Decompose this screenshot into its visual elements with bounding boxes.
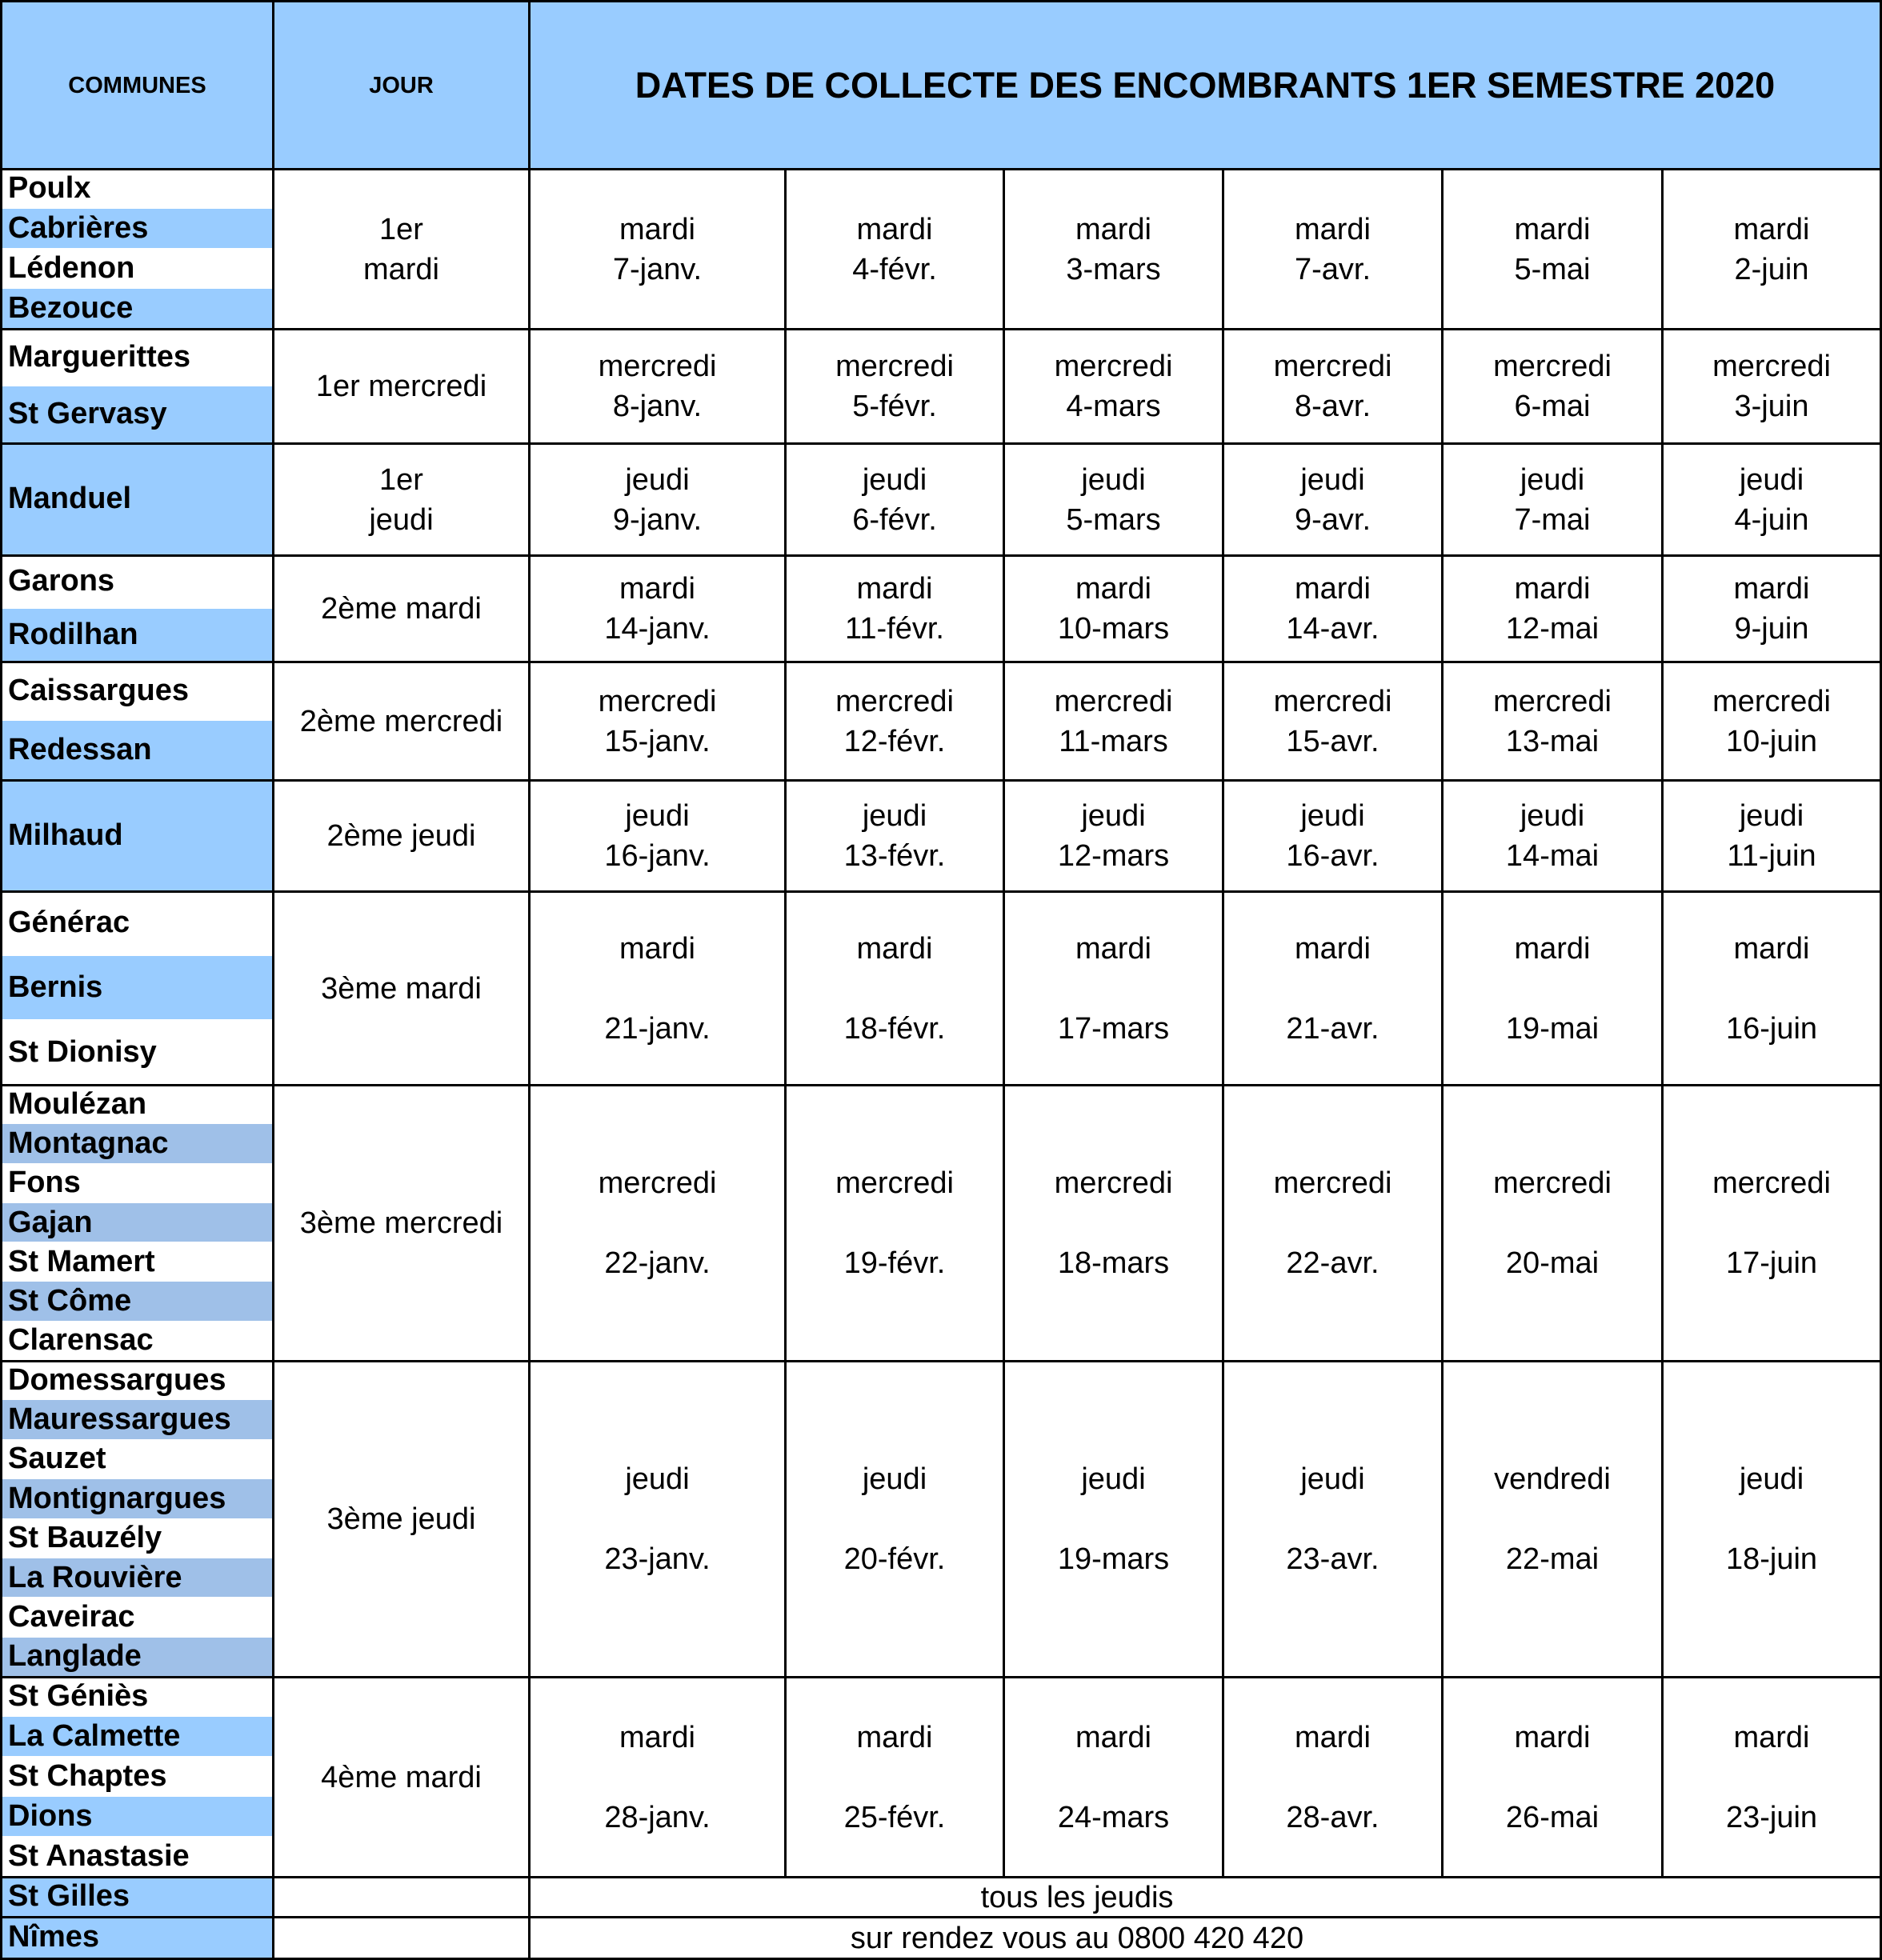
date-weekday: mercredi <box>598 1166 717 1200</box>
date-day: 16-avr. <box>1286 839 1379 873</box>
date-weekday: jeudi <box>1081 1462 1146 1496</box>
date-day: 8-avr. <box>1294 390 1371 423</box>
date-cell <box>1444 782 1661 890</box>
date-cell <box>1664 893 1880 1084</box>
date-weekday: mardi <box>1294 572 1371 606</box>
commune-name: Clarensac <box>8 1323 154 1358</box>
commune-name: Marguerittes <box>8 339 191 374</box>
date-day: 3-mars <box>1066 252 1161 286</box>
date-weekday: mardi <box>1514 931 1591 966</box>
jour-cell <box>274 170 528 328</box>
date-weekday: mardi <box>1294 1720 1371 1754</box>
date-day: 14-mai <box>1505 839 1600 873</box>
date-weekday: jeudi <box>1739 462 1804 497</box>
date-cell <box>787 1678 1003 1876</box>
date-cell <box>1664 1678 1880 1876</box>
date-day: 22-avr. <box>1286 1246 1379 1280</box>
date-day: 18-juin <box>1725 1542 1818 1576</box>
date-weekday: mardi <box>1294 212 1371 246</box>
date-weekday: vendredi <box>1494 1462 1611 1496</box>
date-weekday: mardi <box>619 572 696 606</box>
date-weekday: mardi <box>1733 572 1810 606</box>
date-day: 5-mai <box>1514 252 1591 286</box>
date-weekday: mardi <box>1075 572 1152 606</box>
date-cell <box>1444 1678 1661 1876</box>
date-weekday: mardi <box>1514 212 1591 246</box>
date-cell <box>1224 1362 1441 1676</box>
date-day: 22-janv. <box>604 1246 711 1280</box>
date-day: 5-févr. <box>852 390 937 423</box>
date-cell <box>1005 782 1222 890</box>
date-weekday: mardi <box>619 212 696 246</box>
commune-name: Mauressargues <box>8 1402 231 1437</box>
date-day: 20-mai <box>1505 1246 1600 1280</box>
date-cell <box>1664 557 1880 661</box>
date-cell <box>531 170 784 328</box>
date-cell <box>1005 445 1222 554</box>
date-cell <box>1444 170 1661 328</box>
date-day: 18-mars <box>1057 1246 1170 1280</box>
date-weekday: mercredi <box>1712 350 1831 383</box>
date-day: 6-mai <box>1514 390 1591 423</box>
jour-cell <box>274 330 528 442</box>
date-cell <box>531 557 784 661</box>
date-weekday: mercredi <box>1712 1166 1831 1200</box>
commune-name: Garons <box>8 564 115 598</box>
date-weekday: mardi <box>619 931 696 966</box>
date-cell <box>1005 1086 1222 1360</box>
jour-cell <box>274 1362 528 1676</box>
date-cell <box>531 1678 784 1876</box>
date-day: 15-avr. <box>1286 724 1379 758</box>
date-cell <box>1224 445 1441 554</box>
date-day: 7-mai <box>1514 502 1591 537</box>
jour-text: 4ème mardi <box>321 1760 482 1794</box>
date-day: 5-mars <box>1066 502 1161 537</box>
date-day: 17-juin <box>1725 1246 1818 1280</box>
jour-text: 2ème mardi <box>321 592 482 626</box>
date-cell <box>1005 170 1222 328</box>
date-day: 9-avr. <box>1294 502 1371 537</box>
commune-name: St Chaptes <box>8 1759 167 1793</box>
date-cell <box>1005 330 1222 442</box>
date-day: 20-févr. <box>843 1542 946 1576</box>
grid-v-line <box>0 0 2 1960</box>
date-weekday: mardi <box>1733 931 1810 966</box>
date-cell <box>531 782 784 890</box>
commune-name: Montignargues <box>8 1481 226 1515</box>
date-day: 19-mars <box>1057 1542 1170 1576</box>
date-weekday: mercredi <box>1054 684 1173 718</box>
date-weekday: jeudi <box>1081 462 1146 497</box>
commune-name: Nîmes <box>8 1920 100 1954</box>
commune-name: Générac <box>8 906 130 940</box>
date-day: 28-avr. <box>1286 1800 1379 1834</box>
commune-name: Montagnac <box>8 1126 169 1160</box>
date-weekday: jeudi <box>1300 1462 1365 1496</box>
jour-text: 3ème jeudi <box>326 1502 476 1536</box>
date-day: 13-mai <box>1505 724 1600 758</box>
date-cell <box>1224 330 1441 442</box>
commune-name: St Gilles <box>8 1879 130 1913</box>
date-cell <box>1444 663 1661 779</box>
jour-cell <box>274 557 528 661</box>
date-weekday: mardi <box>856 1720 933 1754</box>
date-day: 10-juin <box>1725 724 1818 758</box>
date-weekday: mercredi <box>598 350 717 383</box>
date-weekday: mercredi <box>1273 684 1392 718</box>
date-day: 4-mars <box>1066 390 1161 423</box>
jour-text: 1er <box>379 212 423 246</box>
date-cell <box>531 1086 784 1360</box>
date-day: 11-mars <box>1059 724 1168 758</box>
date-weekday: mercredi <box>835 684 954 718</box>
date-day: 22-mai <box>1505 1542 1600 1576</box>
date-day: 23-janv. <box>604 1542 711 1576</box>
commune-name: St Côme <box>8 1284 132 1318</box>
date-day: 16-juin <box>1725 1011 1818 1046</box>
footer-text: sur rendez vous au 0800 420 420 <box>850 1921 1304 1955</box>
date-cell <box>1444 893 1661 1084</box>
date-weekday: mercredi <box>835 350 954 383</box>
date-weekday: jeudi <box>1300 462 1365 497</box>
date-cell <box>1664 330 1880 442</box>
date-weekday: mardi <box>1075 931 1152 966</box>
date-day: 9-janv. <box>612 502 703 537</box>
date-weekday: mercredi <box>1054 1166 1173 1200</box>
date-weekday: mercredi <box>1712 684 1831 718</box>
date-weekday: mercredi <box>1493 1166 1612 1200</box>
date-cell <box>1664 170 1880 328</box>
commune-name: Cabrières <box>8 211 149 245</box>
date-weekday: jeudi <box>1300 799 1365 833</box>
date-day: 26-mai <box>1505 1800 1600 1834</box>
date-day: 24-mars <box>1057 1800 1170 1834</box>
date-cell <box>1664 1086 1880 1360</box>
date-day: 21-janv. <box>604 1011 711 1046</box>
footer-text: tous les jeudis <box>980 1880 1174 1914</box>
commune-name: Lédenon <box>8 251 135 285</box>
commune-name: Bezouce <box>8 291 134 325</box>
commune-name: Caveirac <box>8 1599 135 1634</box>
date-weekday: mercredi <box>1054 350 1173 383</box>
date-cell <box>531 330 784 442</box>
date-cell <box>1005 663 1222 779</box>
date-cell <box>787 445 1003 554</box>
date-day: 9-juin <box>1734 612 1809 646</box>
jour-text: 3ème mercredi <box>299 1206 503 1240</box>
date-cell <box>787 663 1003 779</box>
date-day: 11-juin <box>1727 839 1816 873</box>
date-day: 8-janv. <box>612 390 703 423</box>
date-cell <box>1664 445 1880 554</box>
date-cell <box>787 170 1003 328</box>
date-weekday: mardi <box>1294 931 1371 966</box>
date-weekday: jeudi <box>1520 799 1585 833</box>
date-cell <box>787 893 1003 1084</box>
date-cell <box>787 1362 1003 1676</box>
date-cell <box>1444 445 1661 554</box>
commune-name: Rodilhan <box>8 617 138 651</box>
date-weekday: jeudi <box>1520 462 1585 497</box>
date-cell <box>1224 557 1441 661</box>
date-weekday: mardi <box>1075 1720 1152 1754</box>
date-day: 13-févr. <box>843 839 946 873</box>
date-weekday: jeudi <box>625 462 690 497</box>
date-day: 2-juin <box>1734 252 1809 286</box>
date-weekday: jeudi <box>862 462 927 497</box>
date-weekday: mercredi <box>1493 684 1612 718</box>
date-weekday: mardi <box>856 572 933 606</box>
date-weekday: mercredi <box>1273 1166 1392 1200</box>
date-weekday: mercredi <box>598 684 717 718</box>
commune-name: St Géniès <box>8 1679 149 1713</box>
date-weekday: mardi <box>1514 572 1591 606</box>
commune-name: Dions <box>8 1799 93 1833</box>
header-communes: COMMUNES <box>68 72 206 98</box>
footer-text-cell <box>274 1918 1880 1958</box>
date-cell <box>1224 893 1441 1084</box>
jour-text: 1er <box>379 462 423 497</box>
date-cell <box>1224 1086 1441 1360</box>
header-jour: JOUR <box>369 72 434 98</box>
date-day: 11-févr. <box>845 612 944 646</box>
date-cell <box>1224 170 1441 328</box>
date-day: 12-mai <box>1505 612 1600 646</box>
jour-text: 2ème mercredi <box>299 704 503 738</box>
date-cell <box>531 1362 784 1676</box>
jour-text: 3ème mardi <box>321 971 482 1006</box>
date-weekday: jeudi <box>625 799 690 833</box>
date-day: 15-janv. <box>604 724 711 758</box>
jour-text: 2ème jeudi <box>326 819 476 853</box>
date-cell <box>531 445 784 554</box>
date-day: 10-mars <box>1057 612 1170 646</box>
date-cell <box>1444 557 1661 661</box>
commune-name: Domessargues <box>8 1362 226 1397</box>
date-day: 4-juin <box>1734 502 1809 537</box>
jour-text: mardi <box>362 252 440 286</box>
commune-name: Manduel <box>8 482 132 515</box>
date-day: 7-avr. <box>1294 252 1371 286</box>
date-day: 18-févr. <box>843 1011 946 1046</box>
date-day: 21-avr. <box>1286 1011 1379 1046</box>
date-day: 4-févr. <box>852 252 937 286</box>
date-cell <box>787 557 1003 661</box>
date-cell <box>787 1086 1003 1360</box>
date-day: 12-févr. <box>843 724 946 758</box>
date-day: 3-juin <box>1734 390 1809 423</box>
date-day: 16-janv. <box>604 839 711 873</box>
commune-name: Langlade <box>8 1639 142 1674</box>
date-weekday: jeudi <box>625 1462 690 1496</box>
commune-name: Sauzet <box>8 1442 106 1476</box>
header-title: DATES DE COLLECTE DES ENCOMBRANTS 1ER SEMESTRE 2020 <box>635 64 1776 106</box>
commune-name: Redessan <box>8 733 152 766</box>
date-cell <box>1224 1678 1441 1876</box>
jour-cell <box>274 893 528 1084</box>
date-weekday: mercredi <box>1273 350 1392 383</box>
commune-name: St Gervasy <box>8 397 167 431</box>
commune-name: Milhaud <box>8 818 123 852</box>
date-day: 23-juin <box>1725 1800 1818 1834</box>
date-day: 19-févr. <box>843 1246 946 1280</box>
date-cell <box>1664 782 1880 890</box>
date-weekday: jeudi <box>1081 799 1146 833</box>
commune-name: Gajan <box>8 1205 93 1239</box>
date-cell <box>1224 782 1441 890</box>
date-cell <box>787 330 1003 442</box>
date-weekday: mercredi <box>835 1166 954 1200</box>
date-weekday: jeudi <box>1739 1462 1804 1496</box>
date-cell <box>1444 1362 1661 1676</box>
jour-text: jeudi <box>369 502 434 537</box>
commune-name: Fons <box>8 1166 81 1200</box>
date-day: 25-févr. <box>843 1800 946 1834</box>
date-weekday: jeudi <box>862 799 927 833</box>
date-weekday: mardi <box>1733 212 1810 246</box>
commune-name: St Dionisy <box>8 1034 157 1069</box>
date-cell <box>1444 330 1661 442</box>
date-cell <box>531 893 784 1084</box>
date-cell <box>1224 663 1441 779</box>
date-cell <box>787 782 1003 890</box>
date-cell <box>1005 1678 1222 1876</box>
date-day: 12-mars <box>1057 839 1170 873</box>
commune-name: Caissargues <box>8 674 190 707</box>
jour-cell <box>274 445 528 554</box>
date-weekday: jeudi <box>862 1462 927 1496</box>
jour-text: 1er mercredi <box>315 370 487 403</box>
date-cell <box>1664 663 1880 779</box>
date-weekday: mardi <box>856 931 933 966</box>
commune-name: La Calmette <box>8 1719 181 1753</box>
date-weekday: jeudi <box>1739 799 1804 833</box>
date-cell <box>1444 1086 1661 1360</box>
date-weekday: mardi <box>856 212 933 246</box>
date-weekday: mardi <box>1075 212 1152 246</box>
commune-name: St Anastasie <box>8 1839 190 1873</box>
jour-cell <box>274 782 528 890</box>
date-weekday: mardi <box>1733 1720 1810 1754</box>
date-day: 6-févr. <box>852 502 937 537</box>
date-weekday: mardi <box>1514 1720 1591 1754</box>
jour-cell <box>274 663 528 779</box>
commune-name: Bernis <box>8 970 103 1004</box>
jour-cell <box>274 1086 528 1360</box>
commune-name: Poulx <box>8 171 91 205</box>
commune-name: St Mamert <box>8 1244 155 1278</box>
footer-text-cell <box>274 1878 1880 1916</box>
date-cell <box>1005 893 1222 1084</box>
commune-name: Moulézan <box>8 1086 147 1121</box>
date-cell <box>531 663 784 779</box>
date-day: 23-avr. <box>1286 1542 1379 1576</box>
date-cell <box>1664 1362 1880 1676</box>
date-day: 14-janv. <box>604 612 711 646</box>
date-day: 19-mai <box>1505 1011 1600 1046</box>
date-day: 28-janv. <box>604 1800 711 1834</box>
date-cell <box>1005 1362 1222 1676</box>
date-weekday: mardi <box>619 1720 696 1754</box>
commune-name: St Bauzély <box>8 1521 162 1555</box>
jour-cell <box>274 1678 528 1876</box>
commune-name: La Rouvière <box>8 1560 182 1594</box>
date-weekday: mercredi <box>1493 350 1612 383</box>
date-cell <box>1005 557 1222 661</box>
date-day: 14-avr. <box>1286 612 1379 646</box>
date-day: 7-janv. <box>612 252 703 286</box>
date-day: 17-mars <box>1057 1011 1170 1046</box>
